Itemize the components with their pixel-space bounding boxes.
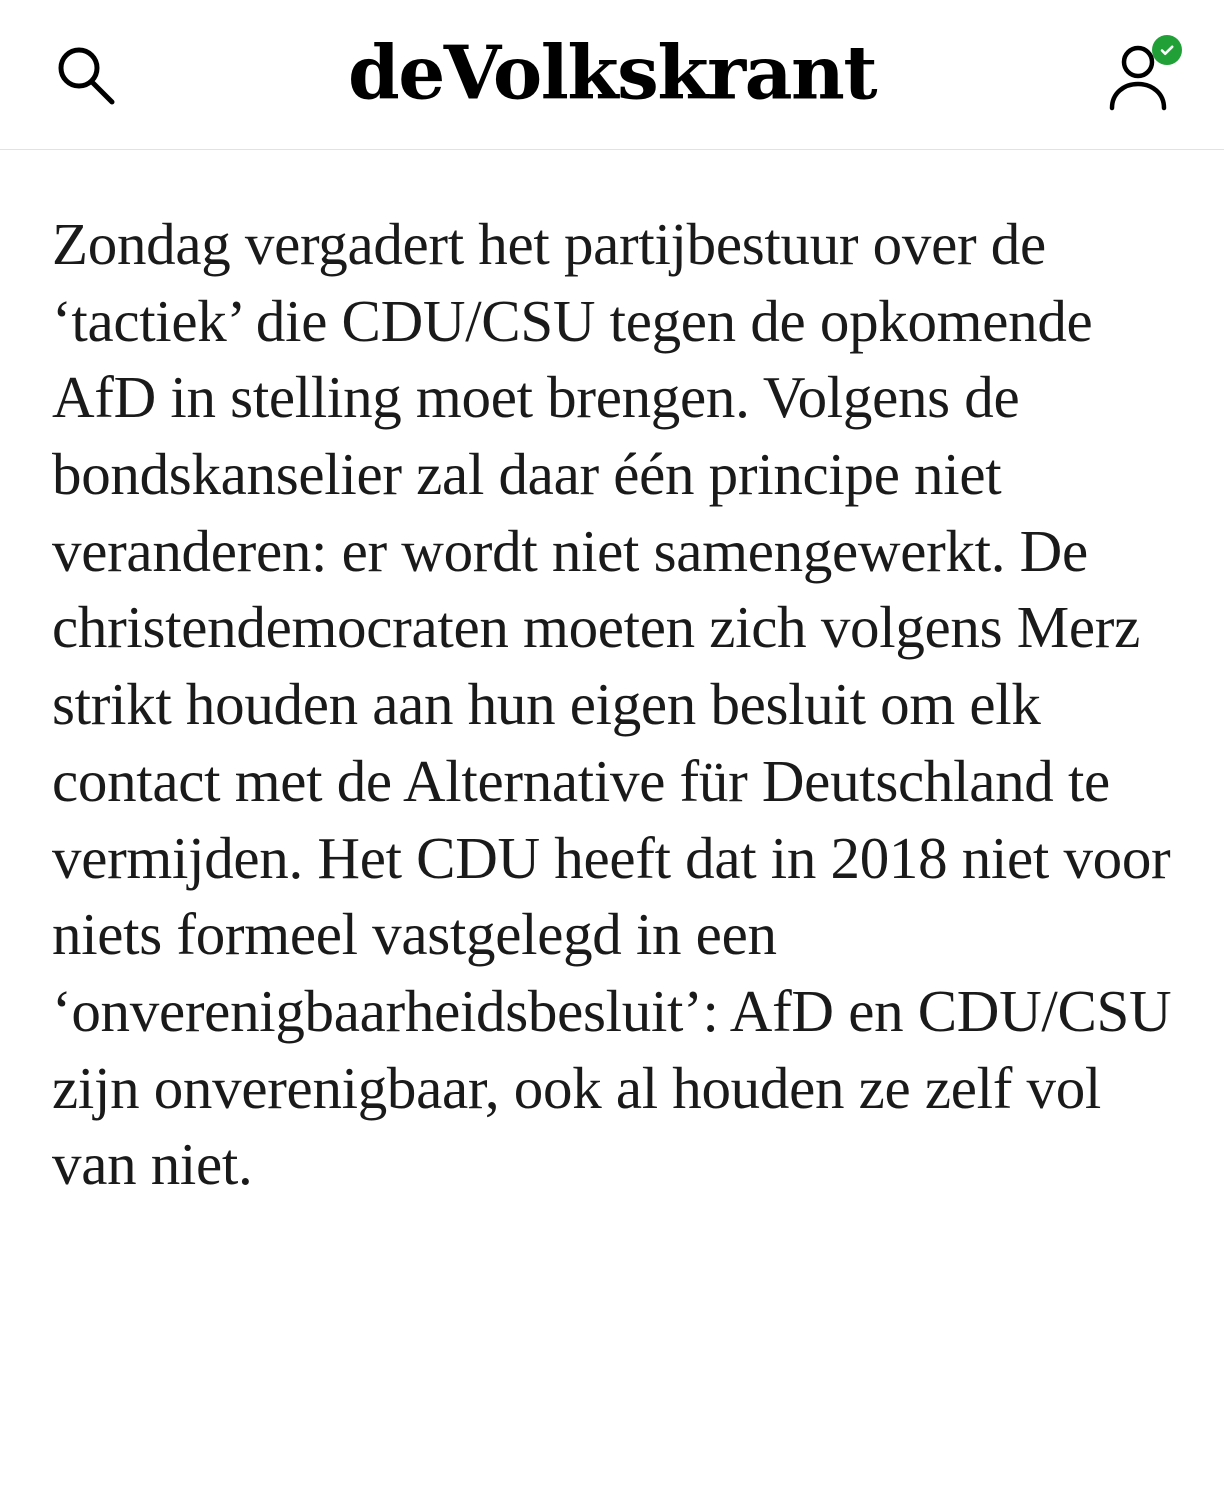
article-paragraph: Zondag vergadert het partijbestuur over de ‘tactiek’ die CDU/CSU tegen de opkomende AfD in stelling moet brengen. Volgens de bondskanselier zal daar één principe niet veranderen: er wordt niet samengewerkt. De christendemocraten moeten zich volgens Merz strikt houden aan hun eigen besluit om elk contact met de Alternative für Deutschland te vermijden. Het CDU heeft dat in 2018 niet voor niets formeel vastgelegd in een ‘onverenigbaarheidsbesluit’: AfD en CDU/CSU zijn onverenigbaar, ook al houden ze zelf vol van niet. <box>52 211 1172 1198</box>
masthead-logo[interactable]: deVolkskrant <box>347 30 877 117</box>
account-button[interactable] <box>1096 33 1180 117</box>
search-icon <box>53 43 117 107</box>
check-badge-icon <box>1152 35 1182 65</box>
site-header <box>0 0 1224 150</box>
article-body <box>0 150 1224 1203</box>
search-button[interactable] <box>46 36 124 114</box>
